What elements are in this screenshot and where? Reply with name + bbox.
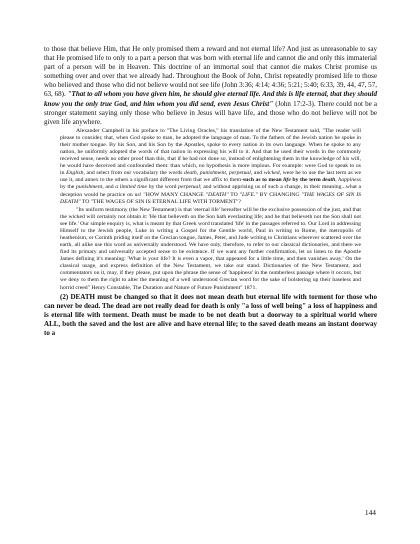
- text-run: "Its uniform testimony (the New Testament) is that 'eternal life' hereafter will be the exclusive possession of the just, and that the wicked will certainly not obtain it: 'He that believeth on the Son hath everlasting life; and he that believeth not the Son shall not see life.' Our simple enquiry is, what is meant by that Greek word translated 'life' in the passages referred to. Our Lord in addressing Himself to the Jewish people, Luke in writing a Gospel for the Gentile world, Paul in writing to Rome, the metropolis of heathenism, or Corinth priding itself on the Grecian tongue, James, Peter, and Jude writing to Christians wherever scattered over the earth, all alike use this word as universally understood. We have only, therefore, to refer to our classical dictionaries, and there we find its primary and universally accepted sense to be existence. If we want any further confirmation, let us listen to the Apostle James defining it's meaning: 'What is your life? It is even a vapor, that appeared for a little time, and then vanishes away.' On the classical usage, and express definition of the New Testament, we take our stand. Dictionaries of the New Testament, and commentators on it, may, if they please, put upon the phrase the sense of 'happiness' in the numberless passage where it occurs, but we deny to them the right to alter the meaning of a well understood Grecian word for the sake of bolstering up their baseless and horrid creed" Henry Constable, The Duration and Nature of Future Punishment" 1871.: [60, 206, 361, 291]
- text-run: ; and without apprising us of such a change, in their meaning...what a deception would he practice on us! "HOW MANY CHANGE: [60, 184, 362, 198]
- page-number: 144: [364, 508, 376, 517]
- text-run: , were he to use the last term as we use it, and annex to the others a significant different from that we affix to them-: [60, 170, 361, 184]
- text-run: , and select from our vocabulary the words: [83, 170, 185, 177]
- emphasis: death, punishment, perpetual,: [184, 170, 253, 177]
- text-run: and: [252, 170, 264, 177]
- strong-emphasis: life: [283, 177, 291, 184]
- text-run: to those that believe Him, that He only promised them a reward and not eternal life? And just as unreasonable to say that He promised life to only to a part a person that was born with eternal life and cannot die and only this immaterial part of a person will be in Heaven. This doctrine of an immortal soul that cannot die makes Christ promise us something over and over that we already had. Throughout the Book of John, Christ repeatedly promised life to those who believed and those who did not believe would not see life (John 3:36; 4:14; 4:36; 5:21; 5:40; 6:33, 39, 44, 47, 57, 63, 68).: [44, 45, 377, 99]
- emphasis: English: [66, 170, 84, 177]
- emphasis: "DEATH": [205, 191, 229, 198]
- body-paragraph: [44, 293, 377, 338]
- document-body: [44, 45, 377, 338]
- text-run: , and: [102, 184, 116, 191]
- emphasis: punishment: [76, 184, 103, 191]
- text-run: TO "THE WAGES OF SIN IS ETERNAL LIFE WITH TORMENT"?: [80, 198, 242, 205]
- strong-text: such as to mean: [242, 177, 284, 184]
- emphasis: "THE WAGES OF SIN IS DEATH": [60, 191, 361, 205]
- text-run: by the: [60, 184, 77, 191]
- text-run: (John 17:2-3). There could not be a stronger statement saying only those who believe in Jesus will have life, and those who do not believe will not be given life anywhere.: [44, 99, 377, 126]
- block-quote-constable: [44, 207, 377, 292]
- text-run: Alexander Campbell in his preface to "The Living Oracles," his translation of the New Testament said, "The reader will please to consider, that, when God spoke to man, he adopted the language of man. To the fathers of the Jewish nation he spoke in their mother tongue. By his Son, and his Son by the Apostles, spoke to every nation in its own language. When he spoke to any nation, he uniformly adopted the words of that nation in expressing his will to it. And that he used their words in the commonly received sense, needs no other proof than this, that if he had not done so, instead of enlightening them in the knowledge of his will, he would have deceived and confounded them: than which, no hypothesis is more impious. For example: were God to speak to us in: [60, 127, 361, 177]
- text-run: ,: [335, 177, 339, 184]
- emphasis: wicked: [263, 170, 280, 177]
- section-heading-inline: (2) DEATH: [60, 292, 96, 301]
- strong-text: must be changed so that it does not mean death but eternal life with torment for those who can never be dead. The dead are not really dead for death is only "a loss of well being" a loss of happiness and is eternal life with torment. Death must be made to be not death but a doorway to a spiritual world where ALL, both the saved and the lost are alive and have eternal life; to the saved death means an instant doorway to a: [44, 292, 378, 338]
- body-paragraph: [44, 45, 377, 127]
- block-quote-campbell: [44, 128, 377, 206]
- emphasis: happiness: [338, 177, 361, 184]
- text-run: by the word: [147, 184, 179, 191]
- strong-emphasis: death: [322, 177, 336, 184]
- emphasis: "LIFE.": [239, 191, 258, 198]
- emphasis: perpetual: [178, 184, 200, 191]
- text-run: BY CHANGING: [257, 191, 302, 198]
- strong-text: by the term: [290, 177, 323, 184]
- emphasis: a limited time: [115, 184, 148, 191]
- text-run: TO: [228, 191, 240, 198]
- scripture-quote: "That to all whom you have given him, he should give eternal life. And this is life eternal, that they should know you the only true God, and him whom you did send, even Jesus Christ": [44, 90, 377, 108]
